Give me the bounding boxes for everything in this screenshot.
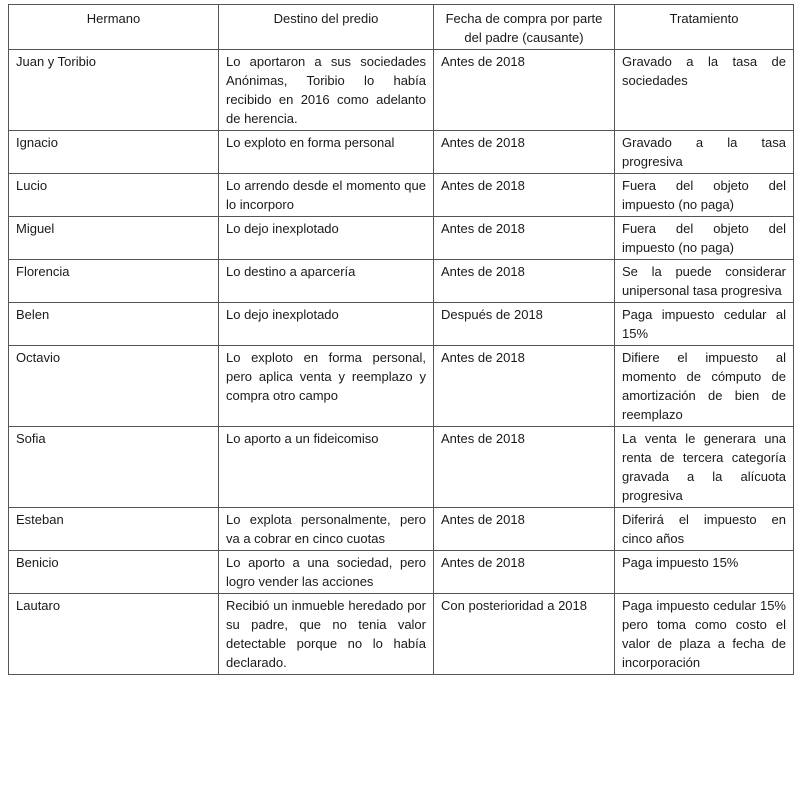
cell-hermano: Florencia — [9, 260, 219, 303]
cell-destino: Lo exploto en forma personal — [219, 131, 434, 174]
cell-fecha: Antes de 2018 — [434, 174, 615, 217]
cell-tratamiento: Paga impuesto cedular 15% pero toma como costo el valor de plaza a fecha de incorporación — [615, 594, 794, 675]
table-row — [9, 131, 794, 174]
cell-hermano: Lucio — [9, 174, 219, 217]
table-row — [9, 174, 794, 217]
cell-fecha: Antes de 2018 — [434, 131, 615, 174]
table-header-row — [9, 5, 794, 50]
cell-hermano: Benicio — [9, 551, 219, 594]
cell-fecha: Antes de 2018 — [434, 508, 615, 551]
cell-destino: Lo dejo inexplotado — [219, 303, 434, 346]
header-fecha-compra: Fecha de compra por parte del padre (causante) — [434, 5, 615, 50]
table-row — [9, 508, 794, 551]
cell-destino: Lo aporto a un fideicomiso — [219, 427, 434, 508]
table-row — [9, 217, 794, 260]
cell-tratamiento: Gravado a la tasa progresiva — [615, 131, 794, 174]
cell-destino: Lo explota personalmente, pero va a cobrar en cinco cuotas — [219, 508, 434, 551]
cell-fecha: Antes de 2018 — [434, 427, 615, 508]
table-row — [9, 303, 794, 346]
cell-hermano: Juan y Toribio — [9, 50, 219, 131]
header-destino: Destino del predio — [219, 5, 434, 50]
cell-destino: Lo aporto a una sociedad, pero logro vender las acciones — [219, 551, 434, 594]
cell-fecha: Antes de 2018 — [434, 217, 615, 260]
cell-tratamiento: La venta le generara una renta de tercera categoría gravada a la alícuota progresiva — [615, 427, 794, 508]
cell-destino: Recibió un inmueble heredado por su padre, que no tenia valor detectable porque no lo había declarado. — [219, 594, 434, 675]
cell-hermano: Ignacio — [9, 131, 219, 174]
header-tratamiento: Tratamiento — [615, 5, 794, 50]
cell-destino: Lo dejo inexplotado — [219, 217, 434, 260]
cell-fecha: Con posterioridad a 2018 — [434, 594, 615, 675]
cell-fecha: Antes de 2018 — [434, 260, 615, 303]
inheritance-treatment-table — [8, 4, 794, 675]
cell-hermano: Belen — [9, 303, 219, 346]
cell-hermano: Miguel — [9, 217, 219, 260]
cell-tratamiento: Fuera del objeto del impuesto (no paga) — [615, 174, 794, 217]
cell-hermano: Sofia — [9, 427, 219, 508]
table-row — [9, 551, 794, 594]
table-row — [9, 346, 794, 427]
cell-hermano: Lautaro — [9, 594, 219, 675]
cell-tratamiento: Paga impuesto cedular al 15% — [615, 303, 794, 346]
header-hermano: Hermano — [9, 5, 219, 50]
cell-destino: Lo exploto en forma personal, pero aplica venta y reemplazo y compra otro campo — [219, 346, 434, 427]
cell-fecha: Después de 2018 — [434, 303, 615, 346]
document-table-wrapper — [8, 4, 793, 675]
table-row — [9, 260, 794, 303]
cell-fecha: Antes de 2018 — [434, 346, 615, 427]
cell-tratamiento: Se la puede considerar unipersonal tasa progresiva — [615, 260, 794, 303]
cell-tratamiento: Difiere el impuesto al momento de cómputo de amortización de bien de reemplazo — [615, 346, 794, 427]
cell-destino: Lo arrendo desde el momento que lo incorporo — [219, 174, 434, 217]
cell-fecha: Antes de 2018 — [434, 551, 615, 594]
table-row — [9, 50, 794, 131]
cell-destino: Lo destino a aparcería — [219, 260, 434, 303]
cell-hermano: Octavio — [9, 346, 219, 427]
cell-tratamiento: Fuera del objeto del impuesto (no paga) — [615, 217, 794, 260]
cell-destino: Lo aportaron a sus sociedades Anónimas, Toribio lo había recibido en 2016 como adelanto de herencia. — [219, 50, 434, 131]
cell-hermano: Esteban — [9, 508, 219, 551]
cell-fecha: Antes de 2018 — [434, 50, 615, 131]
cell-tratamiento: Diferirá el impuesto en cinco años — [615, 508, 794, 551]
table-row — [9, 427, 794, 508]
table-row — [9, 594, 794, 675]
cell-tratamiento: Paga impuesto 15% — [615, 551, 794, 594]
cell-tratamiento: Gravado a la tasa de sociedades — [615, 50, 794, 131]
